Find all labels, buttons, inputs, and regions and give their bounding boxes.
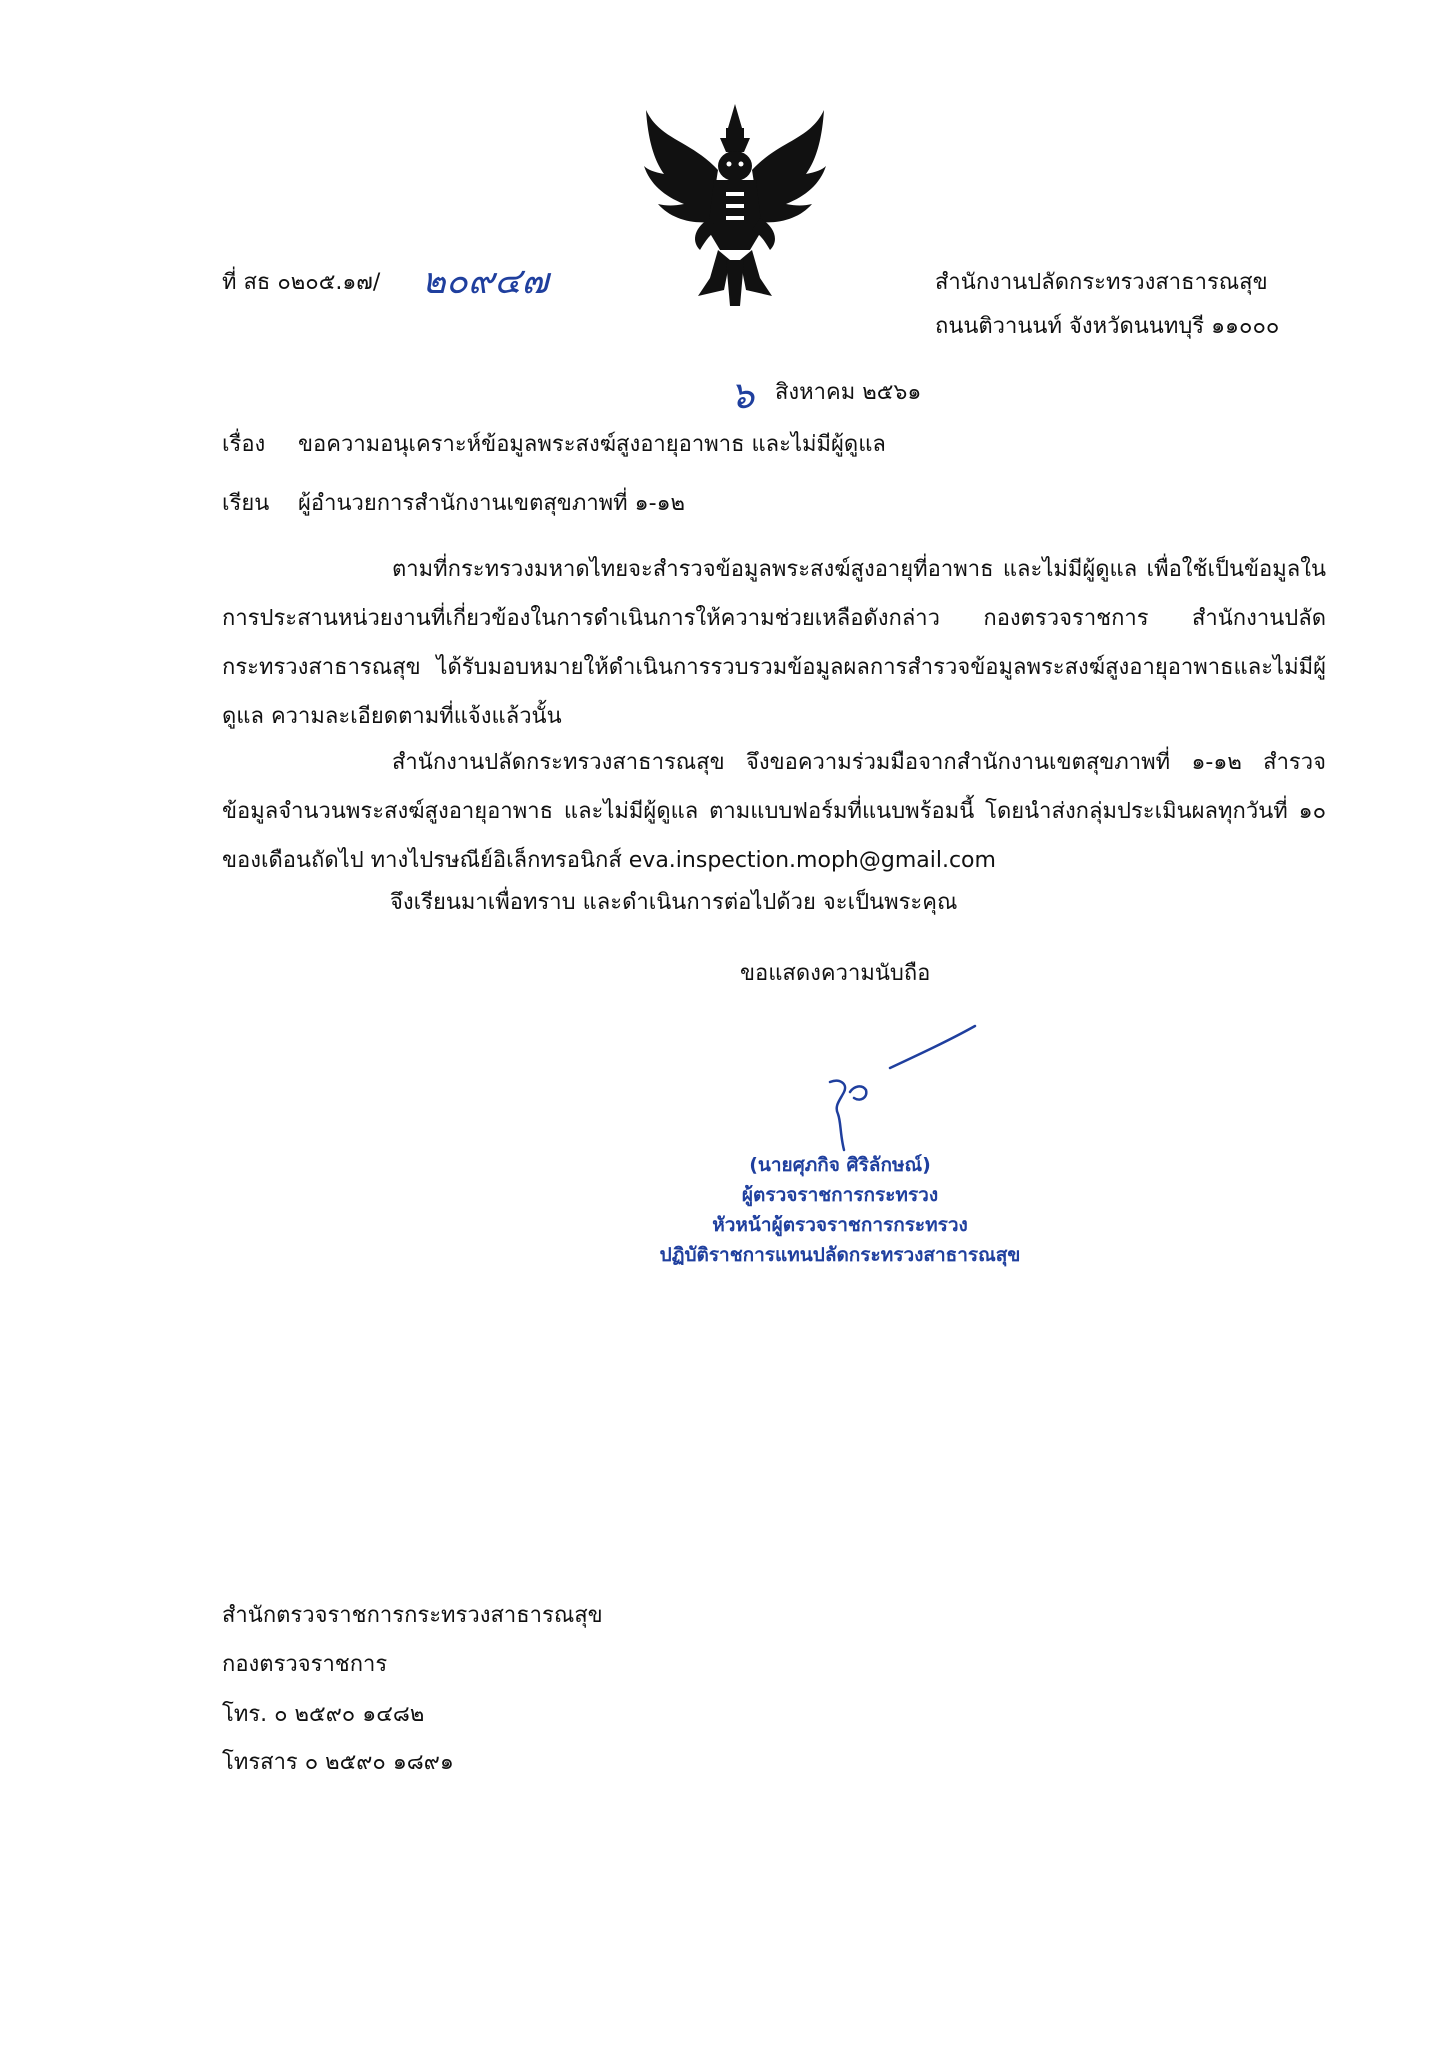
office-address: ถนนติวานนท์ จังหวัดนนทบุรี ๑๑๐๐๐ (935, 314, 1280, 339)
addressee-text: ผู้อำนวยการสำนักงานเขตสุขภาพที่ ๑-๑๒ (298, 491, 686, 516)
body-paragraph-3: จึงเรียนมาเพื่อทราบ และดำเนินการต่อไปด้วย จะเป็นพระคุณ (390, 890, 958, 915)
signature-block (640, 1150, 1040, 1270)
footer-fax: โทรสาร ๐ ๒๕๙๐ ๑๘๙๑ (222, 1750, 454, 1775)
subject-text: ขอความอนุเคราะห์ข้อมูลพระสงฆ์สูงอายุอาพาธ และไม่มีผู้ดูแล (298, 432, 886, 457)
body-paragraph-2: สำนักงานปลัดกระทรวงสาธารณสุข จึงขอความร่วมมือจากสำนักงานเขตสุขภาพที่ ๑-๑๒ สำรวจข้อมูลจำนวนพระสงฆ์สูงอายุอาพาธ และไม่มีผู้ดูแล ตามแบบฟอร์มที่แนบพร้อมนี้ โดยนำส่งกลุ่มประเมินผลทุกวันที่ ๑๐ ของเดือนถัดไป ทางไปรษณีย์อิเล็กทรอนิกส์ eva.inspection.moph@gmail.com (222, 750, 1326, 873)
date-day-handwritten: ๖ (730, 373, 755, 417)
signatory-title-2: หัวหน้าผู้ตรวจราชการกระทรวง (712, 1214, 968, 1236)
footer-division: กองตรวจราชการ (222, 1652, 388, 1677)
footer-office: สำนักตรวจราชการกระทรวงสาธารณสุข (222, 1603, 603, 1628)
garuda-emblem-icon (640, 100, 830, 310)
reference-number-label: ที่ สธ ๐๒๐๕.๑๗/ (222, 270, 381, 295)
signatory-title-1: ผู้ตรวจราชการกระทรวง (741, 1184, 939, 1206)
body-paragraph-1: ตามที่กระทรวงมหาดไทยจะสำรวจข้อมูลพระสงฆ์สูงอายุที่อาพาธ และไม่มีผู้ดูแล เพื่อใช้เป็นข้อมูลในการประสานหน่วยงานที่เกี่ยวข้องในการดำเนินการให้ความช่วยเหลือดังกล่าว กองตรวจราชการ สำนักงานปลัดกระทรวงสาธารณสุข ได้รับมอบหมายให้ดำเนินการรวบรวมข้อมูลผลการสำรวจข้อมูลพระสงฆ์สูงอายุอาพาธและไม่มีผู้ดูแล ความละเอียดตามที่แจ้งแล้วนั้น (222, 557, 1326, 729)
subject-label: เรื่อง (222, 432, 266, 457)
signatory-name: (นายศุภกิจ ศิริลักษณ์) (749, 1154, 931, 1176)
footer-phone: โทร. ๐ ๒๕๙๐ ๑๔๘๒ (222, 1702, 425, 1727)
reference-number-handwritten: ๒๐๙๔๗ (422, 261, 549, 302)
signatory-title-3: ปฏิบัติราชการแทนปลัดกระทรวงสาธารณสุข (659, 1244, 1021, 1266)
date-month-year: สิงหาคม ๒๕๖๑ (775, 380, 922, 405)
closing-phrase: ขอแสดงความนับถือ (740, 961, 931, 986)
signature-mark (810, 1010, 990, 1160)
addressee-label: เรียน (222, 491, 270, 516)
office-name: สำนักงานปลัดกระทรวงสาธารณสุข (935, 270, 1268, 295)
